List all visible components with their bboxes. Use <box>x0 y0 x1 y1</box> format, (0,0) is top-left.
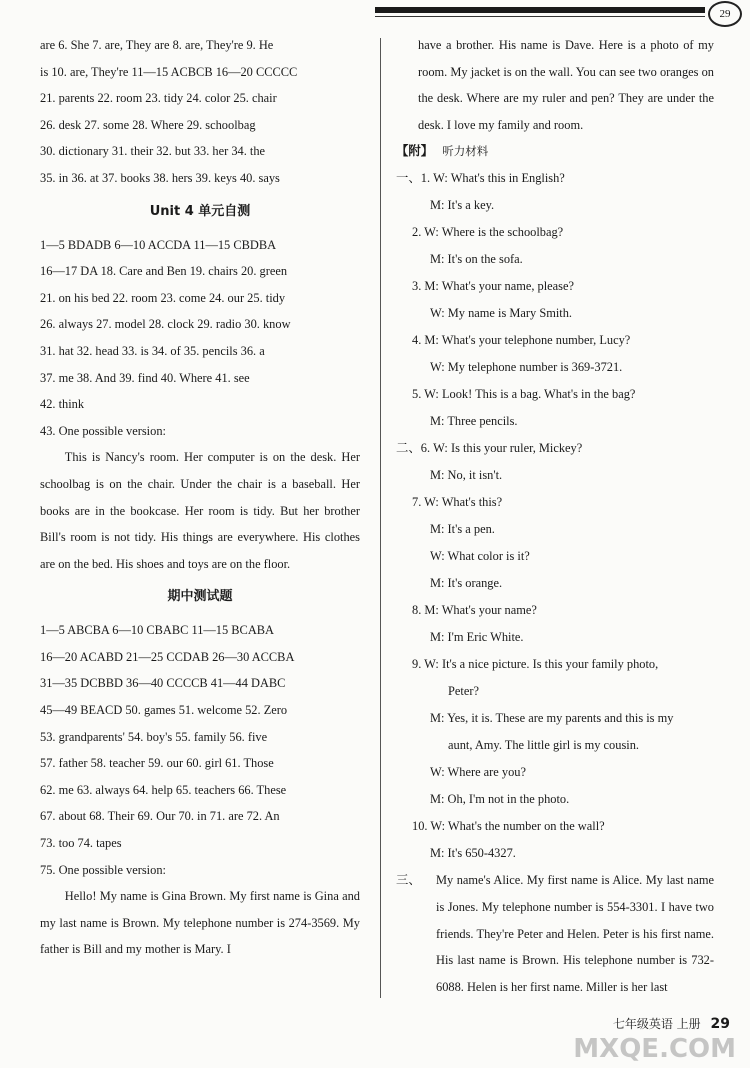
column-divider <box>380 38 381 998</box>
dialogue-line: 5. W: Look! This is a bag. What's in the bag? <box>412 387 636 402</box>
appendix-title: 听力材料 <box>442 144 489 159</box>
answer-line: 1—5 BDADB 6—10 ACCDA 11—15 CBDBA <box>40 237 277 252</box>
dialogue-line: M: It's a key. <box>430 198 495 213</box>
unit4-answers-block <box>40 232 360 445</box>
dialogue-line: 10. W: What's the number on the wall? <box>412 819 605 834</box>
answer-line: 21. parents 22. room 23. tidy 24. color 25. chair <box>40 91 277 106</box>
dialogue-line: 9. W: It's a nice picture. Is this your family photo, <box>412 657 659 672</box>
answer-line: 75. One possible version: <box>40 862 166 877</box>
answer-line: 21. on his bed 22. room 23. come 24. our 25. tidy <box>40 290 286 305</box>
dialogue-line: W: What color is it? <box>430 549 530 564</box>
dialogue-line: W: Where are you? <box>430 765 526 780</box>
right-column <box>396 32 714 1000</box>
dialogue-line: 4. M: What's your telephone number, Lucy? <box>412 333 631 348</box>
dialogue-line: 7. W: What's this? <box>412 495 503 510</box>
answer-line: 53. grandparents' 54. boy's 55. family 56. five <box>40 729 268 744</box>
dialogue-line: M: It's 650-4327. <box>430 846 516 861</box>
listening-script <box>396 165 714 867</box>
answer-line: 57. father 58. teacher 59. our 60. girl 61. Those <box>40 756 274 771</box>
answer-line: 67. about 68. Their 69. Our 70. in 71. are 72. An <box>40 809 280 824</box>
dialogue-line: 8. M: What's your name? <box>412 603 537 618</box>
answer-line: 62. me 63. always 64. help 65. teachers 66. These <box>40 782 287 797</box>
answers-top-block <box>40 32 360 192</box>
page-footer <box>613 1015 730 1032</box>
header-rule <box>375 16 705 17</box>
answer-line: 37. me 38. And 39. find 40. Where 41. see <box>40 370 250 385</box>
answer-line: 26. desk 27. some 28. Where 29. schoolbag <box>40 117 256 132</box>
unit4-essay: This is Nancy's room. Her computer is on the desk. Her schoolbag is on the chair. Under the chair is a baseball. Her books are in the bookcase. Her room is tidy. But her brother Bill's room is not tidy. His things are everywhere. His clothes are on the bed. His shoes and toys are on the floor. <box>40 450 360 571</box>
section-three <box>396 867 714 1000</box>
section-three-label: 三、 <box>396 873 421 888</box>
dialogue-line: M: Three pencils. <box>430 414 518 429</box>
dialogue-line: M: It's a pen. <box>430 522 495 537</box>
dialogue-line: M: I'm Eric White. <box>430 630 524 645</box>
dialogue-line: 3. M: What's your name, please? <box>412 279 575 294</box>
answer-line: 26. always 27. model 28. clock 29. radio 30. know <box>40 317 291 332</box>
midterm-essay: Hello! My name is Gina Brown. My first name is Gina and my last name is Brown. My telephone number is 274-3569. My father is Bill and my mother is Mary. I <box>40 889 360 957</box>
page-badge: 29 <box>708 1 742 27</box>
dialogue-line: 二、6. W: Is this your ruler, Mickey? <box>396 441 583 456</box>
dialogue-line: W: My telephone number is 369-3721. <box>430 360 623 375</box>
midterm-answers-block <box>40 617 360 883</box>
answer-line: 31. hat 32. head 33. is 34. of 35. pencils 36. a <box>40 343 265 358</box>
unit4-title: Unit 4 单元自测 <box>149 203 251 219</box>
header-bar <box>375 7 705 13</box>
appendix-heading <box>396 138 714 165</box>
appendix-label: 【附】 <box>396 144 434 159</box>
midterm-title: 期中测试题 <box>167 589 233 605</box>
answer-line: 1—5 ABCBA 6—10 CBABC 11—15 BCABA <box>40 623 274 638</box>
essay-continuation: have a brother. His name is Dave. Here is a photo of my room. My jacket is on the wall. You can see two oranges on the desk. Where are my ruler and pen? They are under the desk. I love my family and room. <box>418 38 714 132</box>
answer-line: are 6. She 7. are, They are 8. are, They're 9. He <box>40 38 274 52</box>
page-number: 29 <box>710 1016 730 1032</box>
watermark-logo: MXQE.COM <box>573 1034 736 1064</box>
dialogue-line: M: It's on the sofa. <box>430 252 523 267</box>
answer-line: 45—49 BEACD 50. games 51. welcome 52. Zero <box>40 703 288 718</box>
dialogue-line: M: Oh, I'm not in the photo. <box>430 792 570 807</box>
dialogue-line: aunt, Amy. The little girl is my cousin. <box>448 738 640 753</box>
dialogue-line: M: It's orange. <box>430 576 503 591</box>
answer-line: 31—35 DCBBD 36—40 CCCCB 41—44 DABC <box>40 676 286 691</box>
answer-line: is 10. are, They're 11—15 ACBCB 16—20 CCCCC <box>40 64 298 79</box>
left-column <box>40 32 360 963</box>
footer-text: 七年级英语 上册 <box>612 1017 701 1031</box>
answer-line: 30. dictionary 31. their 32. but 33. her 34. the <box>40 144 266 159</box>
dialogue-line: 一、1. W: What's this in English? <box>396 171 565 186</box>
answer-line: 35. in 36. at 37. books 38. hers 39. keys 40. says <box>40 170 280 185</box>
answer-line: 43. One possible version: <box>40 423 166 438</box>
dialogue-line: M: Yes, it is. These are my parents and this is my <box>430 711 674 726</box>
answer-line: 73. too 74. tapes <box>40 836 122 851</box>
answer-line: 42. think <box>40 397 85 412</box>
section-three-text: My name's Alice. My first name is Alice. My last name is Jones. My telephone number is 554-3301. I have two friends. They're Peter and Helen. Peter is his first name. His last name is Brown. His telephone number is 732-6088. Helen is her first name. Miller is her last <box>436 873 714 994</box>
dialogue-line: W: My name is Mary Smith. <box>430 306 573 321</box>
dialogue-line: Peter? <box>448 684 479 699</box>
answer-line: 16—20 ACABD 21—25 CCDAB 26—30 ACCBA <box>40 649 295 664</box>
dialogue-line: 2. W: Where is the schoolbag? <box>412 225 564 240</box>
dialogue-line: M: No, it isn't. <box>430 468 503 483</box>
answer-line: 16—17 DA 18. Care and Ben 19. chairs 20. green <box>40 264 288 279</box>
